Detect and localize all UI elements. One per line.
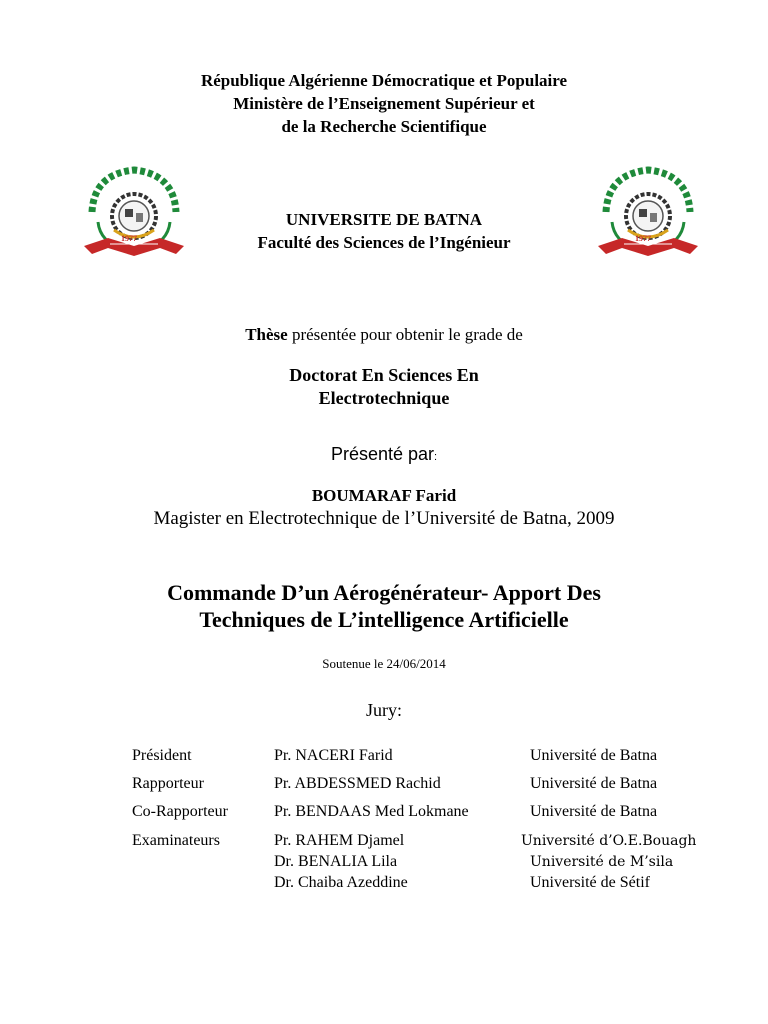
presented-by xyxy=(0,443,768,468)
jury-member-name: Dr. BENALIA Lila xyxy=(274,853,398,870)
jury-affiliation: Université de Batna xyxy=(530,775,658,792)
ministry-line: Ministère de l’Enseignement Supérieur et xyxy=(233,94,535,113)
ministry-line-2: de la Recherche Scientifique xyxy=(281,117,487,136)
university-name: UNIVERSITE DE BATNA xyxy=(285,210,483,229)
thesis-title-line-2: Techniques de L’intelligence Artificielle xyxy=(199,607,569,632)
author-degree: Magister en Electrotechnique de l’Université de Batna, 2009 xyxy=(153,508,615,529)
jury-role: Président xyxy=(132,747,192,764)
jury-affiliation: Université de Batna xyxy=(530,747,658,764)
jury-member-name: Pr. ABDESSMED Rachid xyxy=(274,775,441,792)
jury-member-name: Dr. Chaiba Azeddine xyxy=(274,874,408,891)
degree-line-2: Electrotechnique xyxy=(318,388,450,408)
republic-line: République Algérienne Démocratique et Populaire xyxy=(200,71,568,90)
jury-heading: Jury: xyxy=(366,700,402,720)
these-label: Thèse xyxy=(245,325,288,344)
thesis-intro xyxy=(0,324,768,346)
thesis-title-line-1: Commande D’un Aérogénérateur- Apport Des xyxy=(167,580,601,605)
jury-member-name: Pr. BENDAAS Med Lokmane xyxy=(274,803,469,820)
jury-affiliation: Université de Sétif xyxy=(530,874,650,891)
jury-affiliation: Université de Batna xyxy=(530,803,658,820)
jury-role: Examinateurs xyxy=(132,832,220,849)
jury-affiliation: Université de M’sila xyxy=(530,854,674,870)
jury-member-name: Pr. NACERI Farid xyxy=(274,747,393,764)
these-rest: présentée pour obtenir le grade de xyxy=(287,325,523,344)
logo-year-right: 1977 xyxy=(635,234,651,243)
presented-by-label: Présenté par xyxy=(330,444,434,464)
defense-date: Soutenue le 24/06/2014 xyxy=(322,656,446,671)
faculty-name: Faculté des Sciences de l’Ingénieur xyxy=(257,233,511,252)
presented-by-colon: : xyxy=(434,451,438,463)
jury-role: Rapporteur xyxy=(132,775,204,792)
jury-affiliation: Université d’O.E.Bouagh xyxy=(521,833,697,849)
degree-line-1: Doctorat En Sciences En xyxy=(289,365,479,385)
jury-role: Co-Rapporteur xyxy=(132,803,228,820)
jury-member-name: Pr. RAHEM Djamel xyxy=(274,832,405,849)
author-name: BOUMARAF Farid xyxy=(311,486,457,505)
logo-year-left: 1977 xyxy=(121,234,137,243)
